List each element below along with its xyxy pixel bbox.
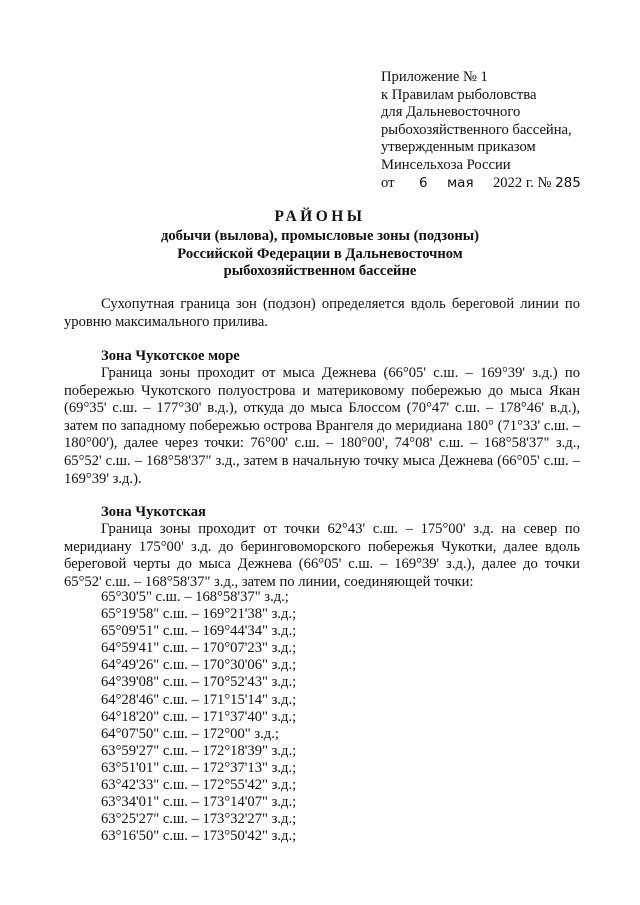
appendix-line: для Дальневосточного: [381, 104, 521, 121]
coordinate-item: 65°30'5" с.ш. – 168°58'37" з.д.;: [101, 589, 289, 605]
coordinate-item: 63°59'27" с.ш. – 172°18'39" з.д.;: [101, 742, 297, 759]
zone-paragraph-chukotka: Граница зоны проходит от точки 62°43' с.ш. – 175°00' з.д. на север по меридиану 175°00' з.д. до беринговоморского побережья Чукотки, далее вдоль береговой черты до мыса Дежнева (66°05' с.ш. – 169°39' з.д.), далее до точки 65°52' с.ш. – 168°58'37" з.д., затем по линии, соединяющей точки:: [64, 521, 580, 590]
coordinate-item: 63°51'01" с.ш. – 172°37'13" з.д.;: [101, 759, 297, 776]
date-year: 2022 г. №: [493, 174, 552, 191]
coordinate-item: 63°42'33" с.ш. – 172°55'42" з.д.;: [101, 777, 297, 794]
intro-paragraph: Сухопутная граница зон (подзон) определяется вдоль береговой линии по уровню максимального прилива.: [64, 296, 580, 330]
appendix-line: Приложение № 1: [381, 69, 488, 85]
appendix-line: утвержденным приказом: [381, 139, 536, 156]
document-subtitle: [100, 228, 540, 281]
appendix-line: Минсельхоза России: [381, 156, 511, 173]
subtitle-line: добычи (вылова), промысловые зоны (подзоны): [160, 228, 480, 244]
date-day: 6: [419, 174, 428, 191]
appendix-date-row: [381, 175, 631, 193]
zone-heading-chukotka: Зона Чукотская: [101, 504, 206, 520]
date-month: мая: [447, 174, 474, 191]
zone-paragraph-chukotka-sea: Граница зоны проходит от мыса Дежнева (66°05' с.ш. – 169°39' з.д.) по побережью Чукотского полуострова и материковому побережью до мыса Якан (69°35' с.ш. – 177°30' в.д.), откуда до мыса Блоссом (70°47' с.ш. – 178°46' в.д.), затем по западному побережью острова Врангеля до меридиана 180° (71°33' с.ш. – 180°00'), далее через точки: 76°00' с.ш. – 180°00', 74°08' с.ш. – 168°58'37" з.д., 65°52' с.ш. – 168°58'37" з.д., затем в начальную точку мыса Дежнева (66°05' с.ш. – 169°39' з.д.).: [64, 365, 580, 487]
coordinate-item: 64°59'41" с.ш. – 170°07'23" з.д.;: [101, 640, 297, 657]
appendix-header: [381, 69, 631, 192]
date-prefix: от: [381, 174, 395, 191]
coordinate-item: 63°34'01" с.ш. – 173°14'07" з.д.;: [101, 794, 297, 811]
subtitle-line: рыбохозяйственном бассейне: [223, 263, 417, 280]
zone-heading-chukotka-sea: Зона Чукотское море: [101, 348, 240, 364]
coordinate-item: 65°09'51" с.ш. – 169°44'34" з.д.;: [101, 623, 297, 640]
coordinate-item: 63°16'50" с.ш. – 173°50'42" з.д.;: [101, 828, 297, 845]
coordinate-list: [101, 589, 296, 845]
coordinate-item: 64°28'46" с.ш. – 171°15'14" з.д.;: [101, 691, 297, 708]
coordinate-item: 64°18'20" с.ш. – 171°37'40" з.д.;: [101, 708, 297, 725]
order-number: 285: [555, 174, 581, 191]
document-title: РАЙОНЫ: [274, 208, 366, 225]
coordinate-item: 63°25'27" с.ш. – 173°32'27" з.д.;: [101, 811, 297, 828]
appendix-line: к Правилам рыболовства: [381, 86, 537, 103]
appendix-line: рыбохозяйственного бассейна,: [381, 121, 572, 138]
subtitle-line: Российской Федерации в Дальневосточном: [177, 245, 463, 262]
coordinate-item: 64°07'50" с.ш. – 172°00" з.д.;: [101, 725, 279, 742]
coordinate-item: 64°49'26" с.ш. – 170°30'06" з.д.;: [101, 657, 297, 674]
coordinate-item: 65°19'58" с.ш. – 169°21'38" з.д.;: [101, 606, 297, 623]
coordinate-item: 64°39'08" с.ш. – 170°52'43" з.д.;: [101, 674, 297, 691]
